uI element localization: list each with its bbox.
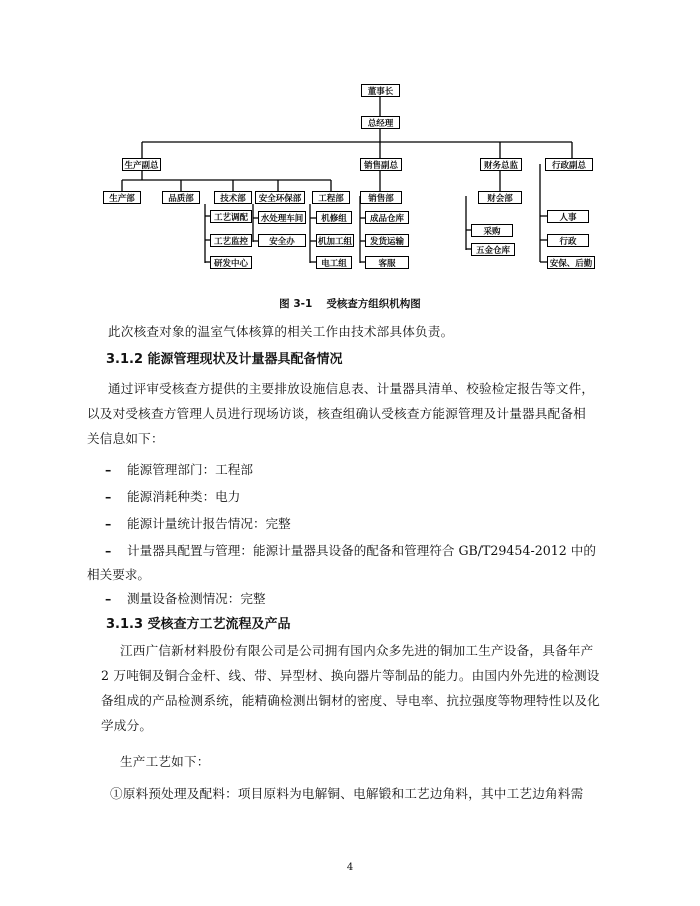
para-313-line1: 江西广信新材料股份有限公司是公司拥有国内众多先进的铜加工生产设备，具备年产 [120,643,594,658]
org-chart [0,0,700,290]
bullet-text: 能源计量统计报告情况：完整 [127,516,291,531]
section-heading-313 [106,613,291,632]
org-box-finished-warehouse: 成品仓库 [365,211,409,224]
figure-number: 图 3-1 [279,298,313,310]
para-responsible: 此次核查对象的温室气体核算的相关工作由技术部具体负责。 [108,324,454,339]
org-box-process-adjust: 工艺调配 [210,210,252,223]
bullet-item [105,459,253,478]
page-number: 4 [346,862,354,873]
bullet-text: 能源管理部门：工程部 [127,462,253,477]
section-title: 受核查方工艺流程及产品 [147,617,291,632]
section-title: 能源管理现状及计量器具配备情况 [147,352,343,367]
org-box-production-dept: 生产部 [103,191,141,204]
dash-icon: – [105,516,112,531]
org-box-shipping: 发货运输 [365,234,409,247]
org-box-customer-service: 客服 [365,256,409,269]
section-number: 3.1.3 [106,617,144,632]
bullet-text-continued: 相关要求。 [87,567,150,582]
figure-title: 受核查方组织机构图 [326,298,421,310]
bullet-text: 计量器具配置与管理：能源计量器具设备的配备和管理符合 GB/T29454-2012 中的 [127,543,596,558]
org-box-hr: 人事 [547,210,589,223]
dash-icon: – [105,591,112,606]
org-box-engineering-dept: 工程部 [312,191,350,204]
org-box-sales-dept: 销售部 [360,191,402,204]
bullet-text: 测量设备检测情况：完整 [127,591,266,606]
bullet-item [105,588,266,607]
para-313-line4: 学成分。 [101,718,153,733]
org-box-cfo: 财务总监 [480,158,522,171]
dash-icon: – [105,489,112,504]
org-box-hardware-warehouse: 五金仓库 [471,243,515,256]
org-box-safety-env-dept: 安全环保部 [255,191,305,204]
org-box-admin: 行政 [547,234,589,247]
dash-icon: – [105,543,112,558]
para-313-line3: 备组成的产品检测系统，能精确检测出铜材的密度、导电率、抗拉强度等物理特性以及化 [101,693,600,708]
bullet-item [105,540,596,559]
org-box-rnd-center: 研发中心 [210,256,252,269]
org-box-process-monitor: 工艺监控 [210,234,252,247]
para-312-line2: 以及对受核查方管理人员进行现场访谈，核查组确认受核查方能源管理及计量器具配备相 [87,406,586,421]
figure-caption [0,296,700,311]
para-312-line3: 关信息如下： [87,431,164,446]
org-box-vp-sales: 销售副总 [360,158,402,171]
org-box-tech-dept: 技术部 [214,191,252,204]
org-box-vp-production: 生产副总 [122,158,161,171]
org-box-general-manager: 总经理 [361,116,400,129]
org-box-repair-group: 机修组 [316,211,352,224]
org-box-security-logistics: 安保、后勤 [547,256,595,269]
para-313-line2: 2 万吨铜及铜合金杆、线、带、异型材、换向器片等制品的能力。由国内外先进的检测设 [101,668,600,683]
org-box-security-office: 安全办 [258,234,306,247]
org-box-machining-group: 机加工组 [316,234,354,247]
org-box-purchasing: 采购 [471,224,513,237]
para-312-line1: 通过评审受核查方提供的主要排放设施信息表、计量器具清单、校验检定报告等文件， [108,381,595,396]
org-box-electrician-group: 电工组 [316,256,352,269]
dash-icon: – [105,462,112,477]
org-box-chairman: 董事长 [361,84,400,97]
org-box-quality-dept: 品质部 [162,191,200,204]
para-raw-material: ①原料预处理及配料：项目原料为电解铜、电解锻和工艺边角料，其中工艺边角料需 [110,786,584,801]
section-number: 3.1.2 [106,352,144,367]
org-box-water-workshop: 水处理车间 [258,211,306,224]
org-box-finance-dept: 财会部 [478,191,522,204]
bullet-item [105,513,291,532]
section-heading-312 [106,348,343,367]
bullet-item [105,486,240,505]
bullet-text: 能源消耗种类：电力 [127,489,241,504]
para-process: 生产工艺如下： [120,754,210,769]
org-box-vp-admin: 行政副总 [545,158,593,171]
